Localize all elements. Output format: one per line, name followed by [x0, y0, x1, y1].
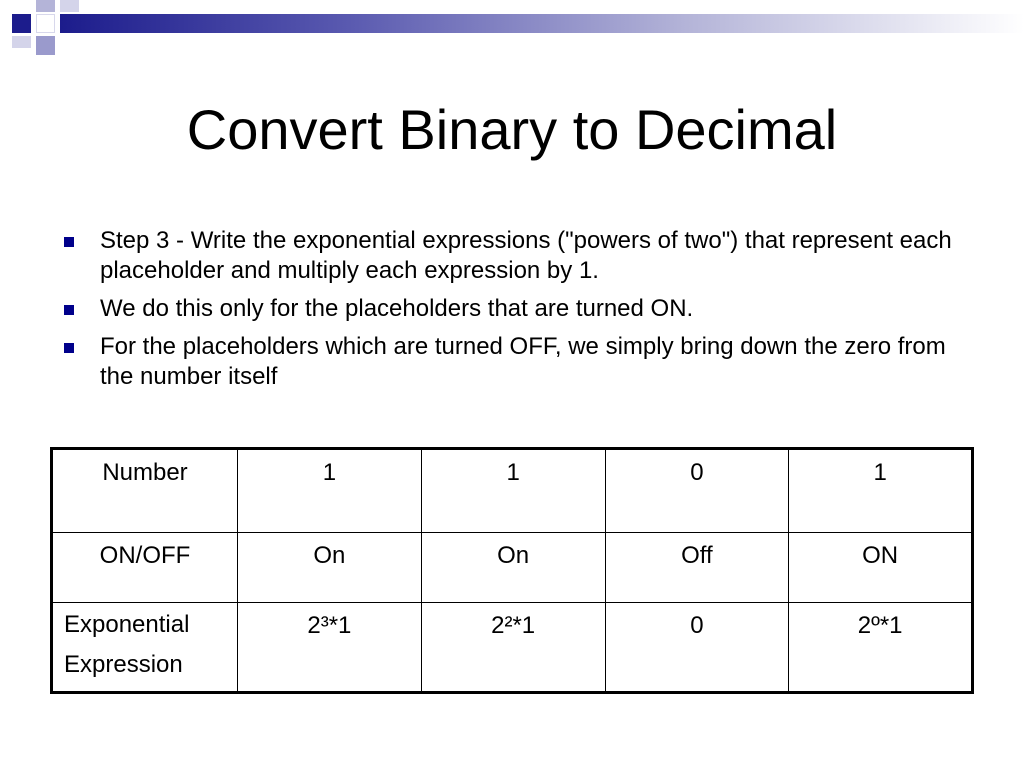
table-cell: On	[238, 533, 422, 603]
square-bullet-icon	[64, 343, 74, 353]
banner-square	[60, 0, 79, 12]
bullet-item	[62, 226, 962, 286]
bullet-list	[62, 226, 962, 400]
row-label-line: Exponential	[64, 611, 190, 638]
bullet-item	[62, 332, 962, 392]
row-label-onoff: ON/OFF	[52, 533, 238, 603]
table-cell: 1	[238, 449, 422, 533]
table-cell: 1	[421, 449, 605, 533]
square-bullet-icon	[64, 237, 74, 247]
binary-conversion-table	[50, 447, 974, 694]
table-cell: 1	[789, 449, 973, 533]
bullet-text: For the placeholders which are turned OFF, we simply bring down the zero from the number itself	[100, 333, 946, 390]
bullet-item	[62, 294, 962, 324]
table-cell: Off	[605, 533, 789, 603]
banner-square	[36, 0, 55, 12]
table-row	[52, 449, 973, 533]
banner-square	[12, 36, 31, 48]
table-cell: 0	[605, 603, 789, 693]
table-row	[52, 533, 973, 603]
table-row	[52, 603, 973, 693]
table-cell: 0	[605, 449, 789, 533]
bullet-text: Step 3 - Write the exponential expressions ("powers of two") that represent each placeholder and multiply each expression by 1.	[100, 227, 952, 284]
slide-title: Convert Binary to Decimal	[186, 98, 838, 161]
row-label-number: Number	[52, 449, 238, 533]
banner-square	[12, 14, 31, 33]
table-cell: 2²*1	[421, 603, 605, 693]
bullet-text: We do this only for the placeholders that are turned ON.	[100, 295, 694, 322]
table-cell: 2º*1	[789, 603, 973, 693]
table-cell: 2³*1	[238, 603, 422, 693]
banner-square	[36, 36, 55, 55]
banner-square	[36, 14, 55, 33]
square-bullet-icon	[64, 305, 74, 315]
row-label-exponential-expression	[52, 603, 238, 693]
table-cell: ON	[789, 533, 973, 603]
banner-gradient-bar	[60, 14, 1024, 33]
decorative-banner	[0, 0, 1024, 64]
table-cell: On	[421, 533, 605, 603]
row-label-line: Expression	[64, 651, 183, 678]
